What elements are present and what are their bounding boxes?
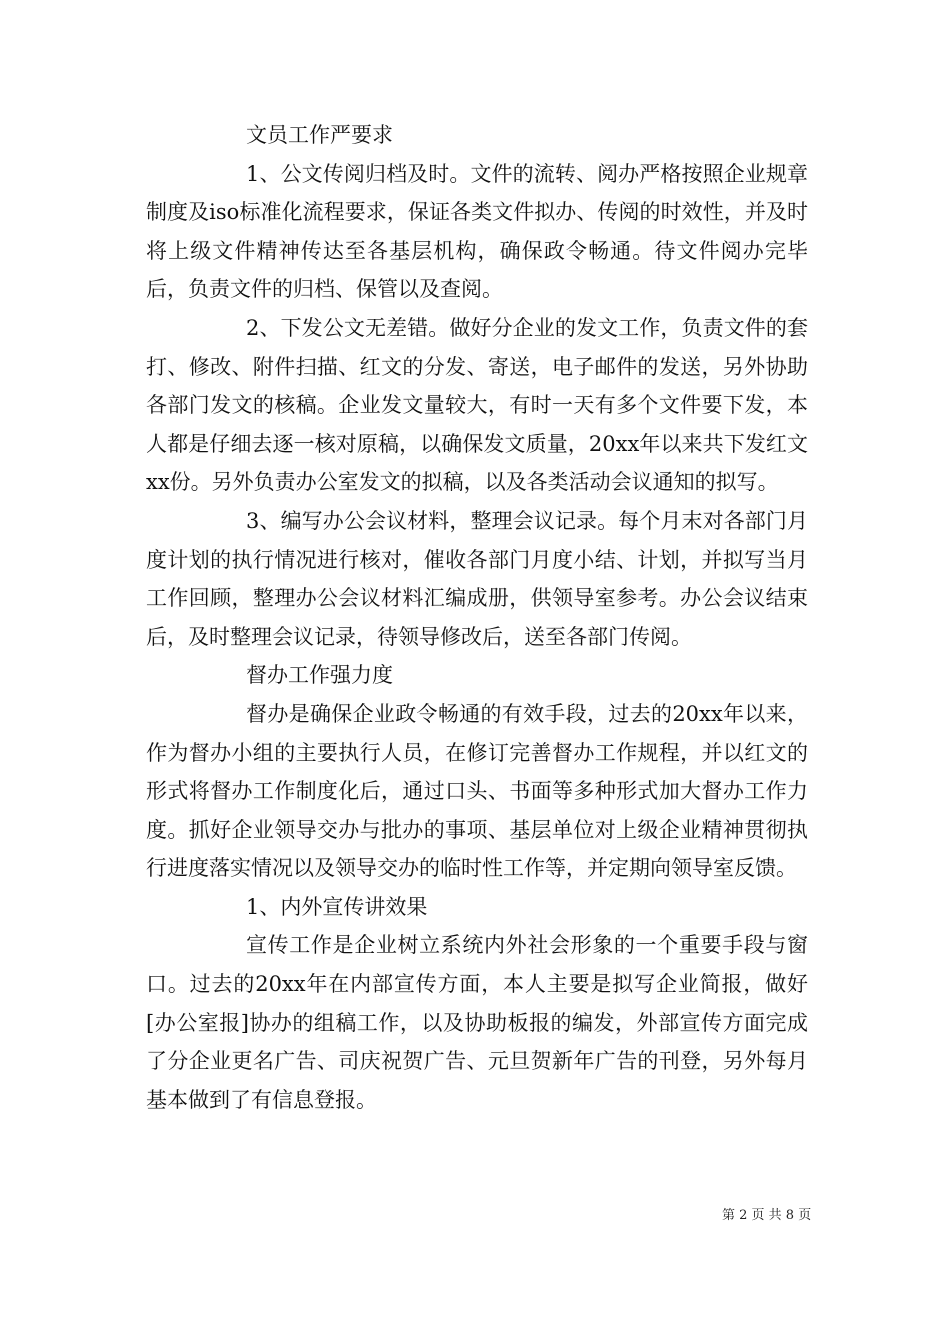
paragraph-meeting-materials: 3、编写办公会议材料，整理会议记录。每个月末对各部门月度计划的执行情况进行核对，催收各部门月度小结、计划，并拟写当月工作回顾，整理办公会议材料汇编成册，供领导室参考。办公会议结束后，及时整理会议记录，待领导修改后，送至各部门传阅。 bbox=[146, 508, 808, 649]
section-heading-clerk-work: 文员工作严要求 bbox=[246, 123, 393, 147]
paragraph-document-issuing: 2、下发公文无差错。做好分企业的发文工作，负责文件的套打、修改、附件扫描、红文的分发、寄送，电子邮件的发送，另外协助各部门发文的核稿。企业发文量较大，有时一天有多个文件要下发，本人都是仔细去逐一核对原稿，以确保发文质量，20xx年以来共下发红文xx份。另外负责办公室发文的拟稿，以及各类活动会议通知的拟写。 bbox=[146, 315, 808, 495]
page-number-footer: 第 2 页 共 8 页 bbox=[722, 1208, 812, 1223]
paragraph-publicity: 宣传工作是企业树立系统内外社会形象的一个重要手段与窗口。过去的20xx年在内部宣传方面，本人主要是拟写企业简报，做好[办公室报]协办的组稿工作，以及协助板报的编发，外部宣传方面完成了分企业更名广告、司庆祝贺广告、元旦贺新年广告的刊登，另外每月基本做到了有信息登报。 bbox=[146, 933, 808, 1112]
section-heading-publicity: 1、内外宣传讲效果 bbox=[246, 894, 428, 919]
document-body bbox=[146, 116, 808, 1119]
section-heading-supervision: 督办工作强力度 bbox=[246, 663, 393, 688]
paragraph-supervision: 督办是确保企业政令畅通的有效手段，过去的20xx年以来，作为督办小组的主要执行人员，在修订完善督办工作规程，并以红文的形式将督办工作制度化后，通过口头、书面等多种形式加大督办工作力度。抓好企业领导交办与批办的事项、基层单位对上级企业精神贯彻执行进度落实情况以及领导交办的临时性工作等，并定期向领导室反馈。 bbox=[146, 701, 808, 881]
paragraph-document-circulation: 1、公文传阅归档及时。文件的流转、阅办严格按照企业规章制度及iso标准化流程要求，保证各类文件拟办、传阅的时效性，并及时将上级文件精神传达至各基层机构，确保政令畅通。待文件阅办完毕后，负责文件的归档、保管以及查阅。 bbox=[146, 161, 808, 302]
